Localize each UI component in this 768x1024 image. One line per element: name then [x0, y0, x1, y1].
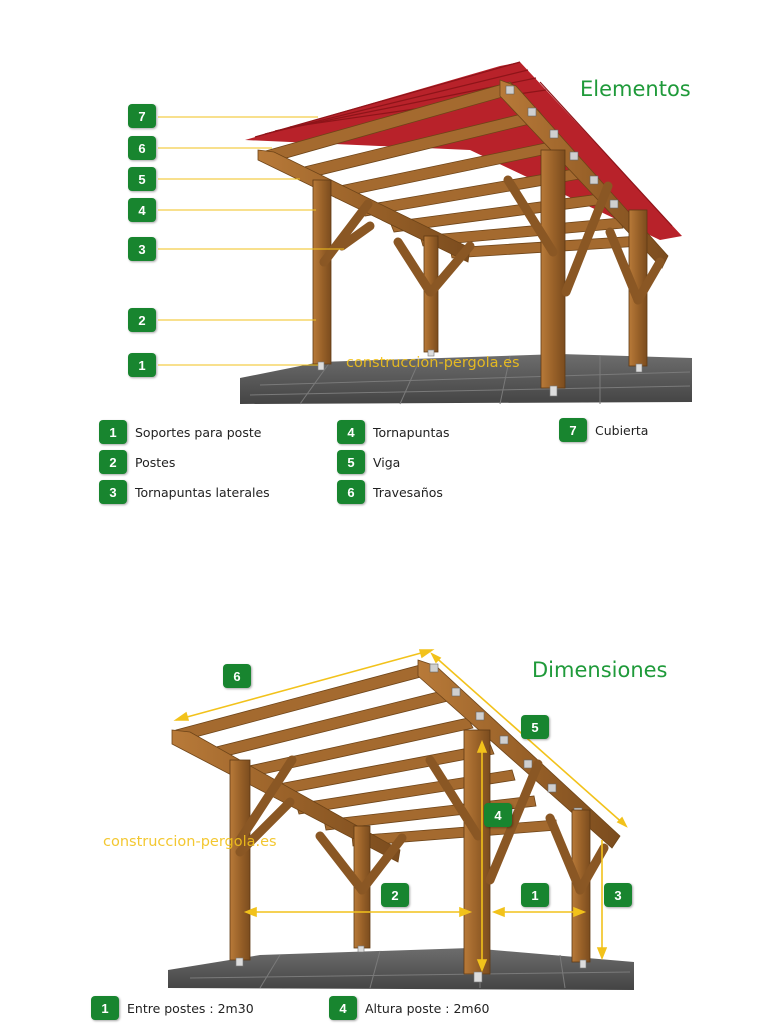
- callout-badge-3: 3: [128, 237, 156, 261]
- callout-badge-5: 5: [128, 167, 156, 191]
- legend-item: [337, 450, 400, 474]
- legend-item: [559, 418, 648, 442]
- dimension-badge-3: 3: [604, 883, 632, 907]
- legend-label: Viga: [373, 454, 401, 470]
- callout-badge-4: 4: [128, 198, 156, 222]
- legend-label: Postes: [135, 454, 176, 470]
- callout-badge-7: 7: [128, 104, 156, 128]
- legend-label: Altura poste : 2m60: [365, 1000, 490, 1016]
- top-pergola-drawing: [158, 62, 692, 404]
- callout-badge-2: 2: [128, 308, 156, 332]
- legend-label: Entre postes : 2m30: [127, 1000, 254, 1016]
- dimension-badge-5: 5: [521, 715, 549, 739]
- legend-number: 1: [99, 420, 127, 444]
- watermark-top: construccion-pergola.es: [346, 355, 520, 371]
- watermark-bottom: construccion-pergola.es: [103, 834, 277, 850]
- legend-label: Cubierta: [595, 422, 649, 438]
- legend-number: 1: [91, 996, 119, 1020]
- legend-number: 3: [99, 480, 127, 504]
- legend-number: 2: [99, 450, 127, 474]
- dimension-badge-1: 1: [521, 883, 549, 907]
- legend-item: [99, 480, 270, 504]
- legend-number: 6: [337, 480, 365, 504]
- dimension-badge-4: 4: [484, 803, 512, 827]
- legend-item: [337, 480, 443, 504]
- bottom-pergola-drawing: [168, 650, 634, 990]
- dimension-badge-2: 2: [381, 883, 409, 907]
- legend-item: [337, 420, 450, 444]
- legend-label: Tornapuntas laterales: [135, 484, 270, 500]
- legend-number: 4: [337, 420, 365, 444]
- legend-item: [91, 996, 254, 1020]
- callout-badge-6: 6: [128, 136, 156, 160]
- section-title-elementos: Elementos: [580, 77, 691, 101]
- section-title-dimensiones: Dimensiones: [532, 658, 668, 682]
- legend-label: Soportes para poste: [135, 424, 262, 440]
- legend-item: [99, 450, 175, 474]
- legend-label: Travesaños: [373, 484, 443, 500]
- legend-item: [99, 420, 261, 444]
- legend-item: [329, 996, 490, 1020]
- callout-badge-1: 1: [128, 353, 156, 377]
- legend-label: Tornapuntas: [373, 424, 450, 440]
- legend-number: 5: [337, 450, 365, 474]
- dimension-badge-6: 6: [223, 664, 251, 688]
- legend-number: 4: [329, 996, 357, 1020]
- legend-number: 7: [559, 418, 587, 442]
